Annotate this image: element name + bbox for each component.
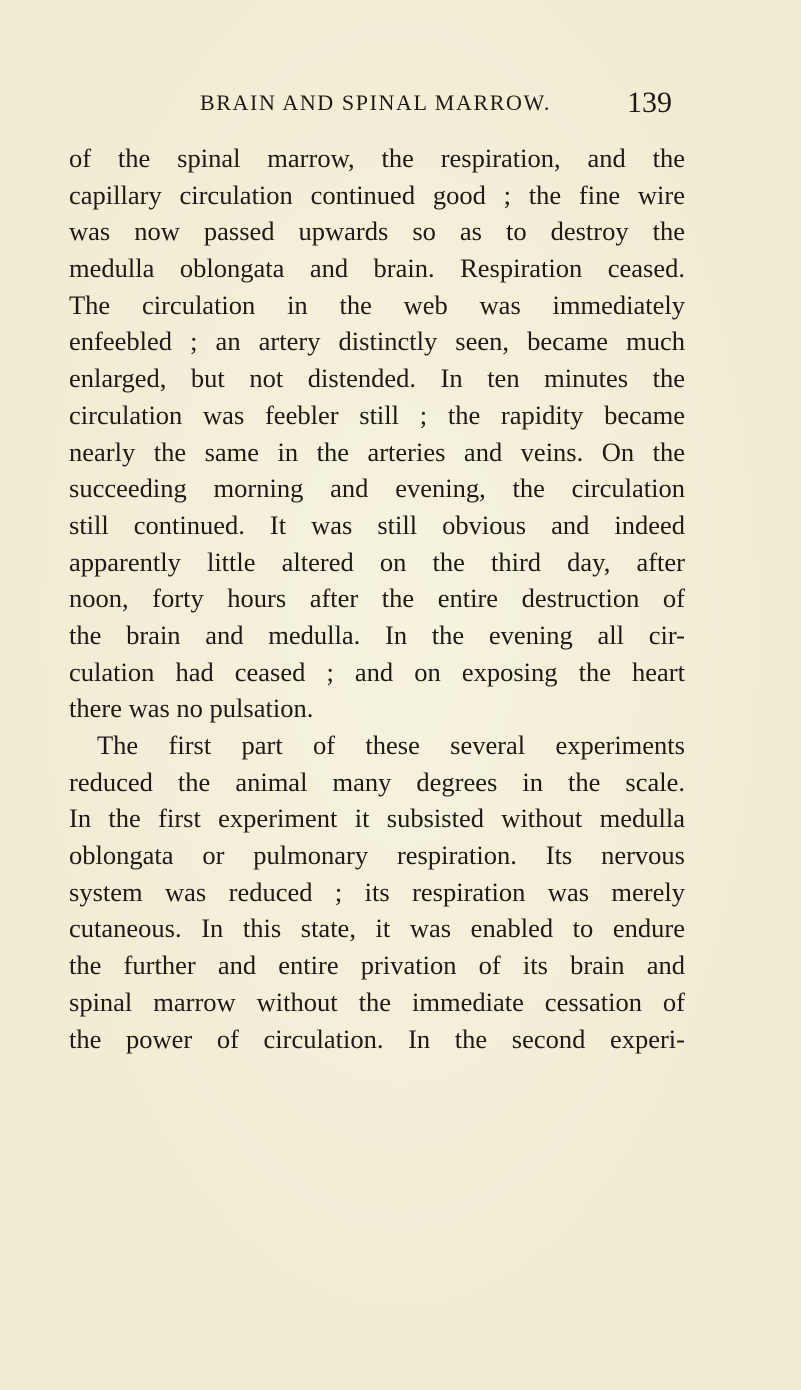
text-line: culation had ceased ; and on exposing the heart (69, 656, 685, 687)
text-line: of the spinal marrow, the respiration, and the (69, 143, 685, 173)
text-line: The circulation in the web was immediately (69, 289, 685, 320)
text-line: enlarged, but not distended. In ten minutes the (69, 363, 685, 394)
text-line: apparently little altered on the third day, after (69, 546, 685, 577)
text-line: circulation was feebler still ; the rapidity became (69, 399, 685, 430)
text-line: the further and entire privation of its brain and (69, 950, 685, 981)
text-line: the power of circulation. In the second experi- (69, 1023, 685, 1054)
text-line: reduced the animal many degrees in the scale. (69, 766, 685, 797)
paragraph-start-line: The first part of these several experiments (97, 730, 685, 760)
text-line: enfeebled ; an artery distinctly seen, became much (69, 326, 685, 357)
text-line: spinal marrow without the immediate cessation of (69, 986, 685, 1017)
text-line: system was reduced ; its respiration was merely (69, 876, 685, 907)
page-number: 139 (627, 86, 672, 119)
text-line: cutaneous. In this state, it was enabled to endure (69, 913, 685, 944)
text-line: noon, forty hours after the entire destruction of (69, 583, 685, 614)
paragraph-end-line: there was no pulsation. (69, 693, 314, 724)
text-line: the brain and medulla. In the evening all cir- (69, 619, 685, 650)
text-line: nearly the same in the arteries and veins. On the (69, 436, 685, 467)
text-line: still continued. It was still obvious and indeed (69, 509, 685, 540)
text-line: capillary circulation continued good ; the fine wire (69, 179, 685, 210)
running-title: BRAIN AND SPINAL MARROW. (200, 90, 551, 115)
running-head (0, 88, 801, 122)
text-line: was now passed upwards so as to destroy the (69, 216, 685, 247)
text-line: oblongata or pulmonary respiration. Its nervous (69, 840, 685, 871)
text-line: medulla oblongata and brain. Respiration ceased. (69, 253, 685, 284)
text-line: In the first experiment it subsisted without medulla (69, 803, 685, 834)
text-line: succeeding morning and evening, the circulation (69, 473, 685, 504)
body-text (69, 140, 685, 1057)
